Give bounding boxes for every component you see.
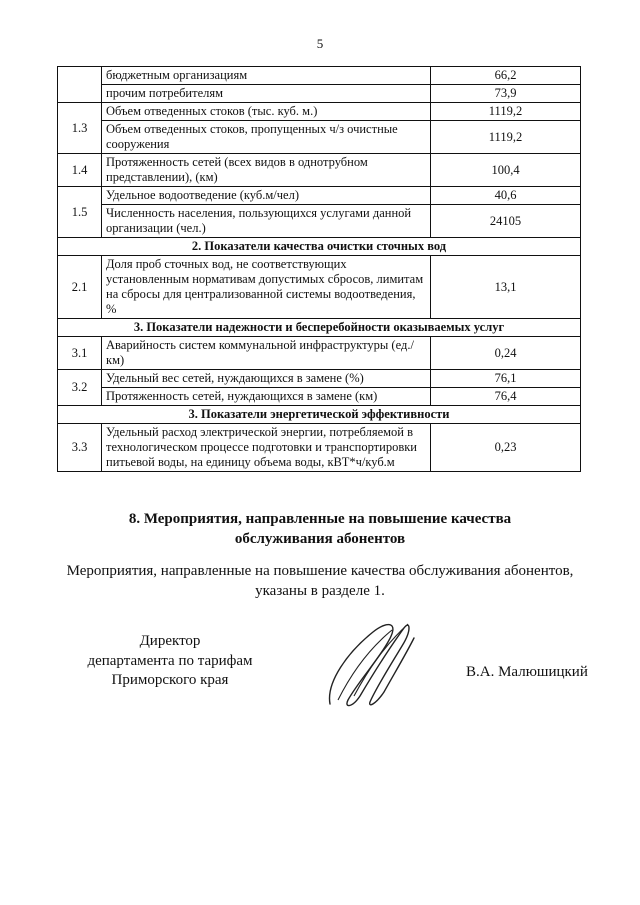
signatory-name: В.А. Малюшицкий (466, 664, 588, 680)
section-8-heading (80, 510, 560, 549)
heading-line: обслуживания абонентов (234, 530, 406, 547)
page-number: 5 (316, 36, 324, 51)
table-row (58, 67, 581, 85)
table-row (58, 205, 581, 238)
row-description: Численность населения, пользующихся услугами данной организации (чел.) (102, 205, 431, 238)
section-title: 2. Показатели качества очистки сточных вод (58, 238, 581, 256)
row-number: 1.4 (58, 154, 102, 187)
table-row (58, 256, 581, 319)
title-line: департамента по тарифам (87, 652, 253, 669)
heading-line: 8. Мероприятия, направленные на повышение качества (128, 511, 512, 527)
section-row (58, 406, 581, 424)
row-description: Аварийность систем коммунальной инфраструктуры (ед./км) (102, 337, 431, 370)
row-description: Протяженность сетей, нуждающихся в замене (км) (102, 388, 431, 406)
row-description: Удельный расход электрической энергии, потребляемой в технологическом процессе подготовки и транспортировки питьевой воды, на единицу объема воды, кВТ*ч/куб.м (102, 424, 431, 472)
row-number: 3.3 (58, 424, 102, 472)
section-title: 3. Показатели надежности и бесперебойности оказываемых услуг (58, 319, 581, 337)
row-description: Протяженность сетей (всех видов в однотрубном представлении), (км) (102, 154, 431, 187)
row-value: 13,1 (431, 256, 581, 319)
row-number: 1.3 (58, 103, 102, 154)
indicators-table (57, 66, 581, 472)
handwritten-signature (318, 612, 418, 722)
row-value: 73,9 (431, 85, 581, 103)
row-value: 100,4 (431, 154, 581, 187)
row-number-cell (58, 67, 102, 103)
row-value: 24105 (431, 205, 581, 238)
table-row (58, 388, 581, 406)
table-row (58, 121, 581, 154)
table-row (58, 370, 581, 388)
section-title: 3. Показатели энергетической эффективности (58, 406, 581, 424)
row-description: Доля проб сточных вод, не соответствующих установленным нормативам допустимых сбросов, лимитам на сбросы для централизованной системы водоотведения, % (102, 256, 431, 319)
row-value: 0,24 (431, 337, 581, 370)
table-row (58, 154, 581, 187)
signatory-title (70, 632, 270, 691)
paragraph-line: указаны в разделе 1. (255, 582, 385, 599)
row-value: 1119,2 (431, 121, 581, 154)
row-description: Удельное водоотведение (куб.м/чел) (102, 187, 431, 205)
table-row (58, 424, 581, 472)
title-line: Приморского края (111, 672, 229, 688)
section-row (58, 238, 581, 256)
row-value: 76,1 (431, 370, 581, 388)
row-description: Объем отведенных стоков (тыс. куб. м.) (102, 103, 431, 121)
section-row (58, 319, 581, 337)
table-row (58, 103, 581, 121)
title-line: Директор (139, 633, 201, 649)
row-description: Удельный вес сетей, нуждающихся в замене (%) (102, 370, 431, 388)
row-value: 66,2 (431, 67, 581, 85)
row-description: бюджетным организациям (102, 67, 431, 85)
row-description: Объем отведенных стоков, пропущенных ч/з очистные сооружения (102, 121, 431, 154)
row-number: 1.5 (58, 187, 102, 238)
table-row (58, 85, 581, 103)
row-number: 2.1 (58, 256, 102, 319)
row-value: 0,23 (431, 424, 581, 472)
table-row (58, 337, 581, 370)
paragraph-line: Мероприятия, направленные на повышение качества обслуживания абонентов, (66, 563, 574, 579)
row-number: 3.1 (58, 337, 102, 370)
section-8-paragraph (60, 562, 580, 601)
row-number: 3.2 (58, 370, 102, 406)
row-value: 40,6 (431, 187, 581, 205)
table-row (58, 187, 581, 205)
row-value: 1119,2 (431, 103, 581, 121)
row-description: прочим потребителям (102, 85, 431, 103)
row-value: 76,4 (431, 388, 581, 406)
